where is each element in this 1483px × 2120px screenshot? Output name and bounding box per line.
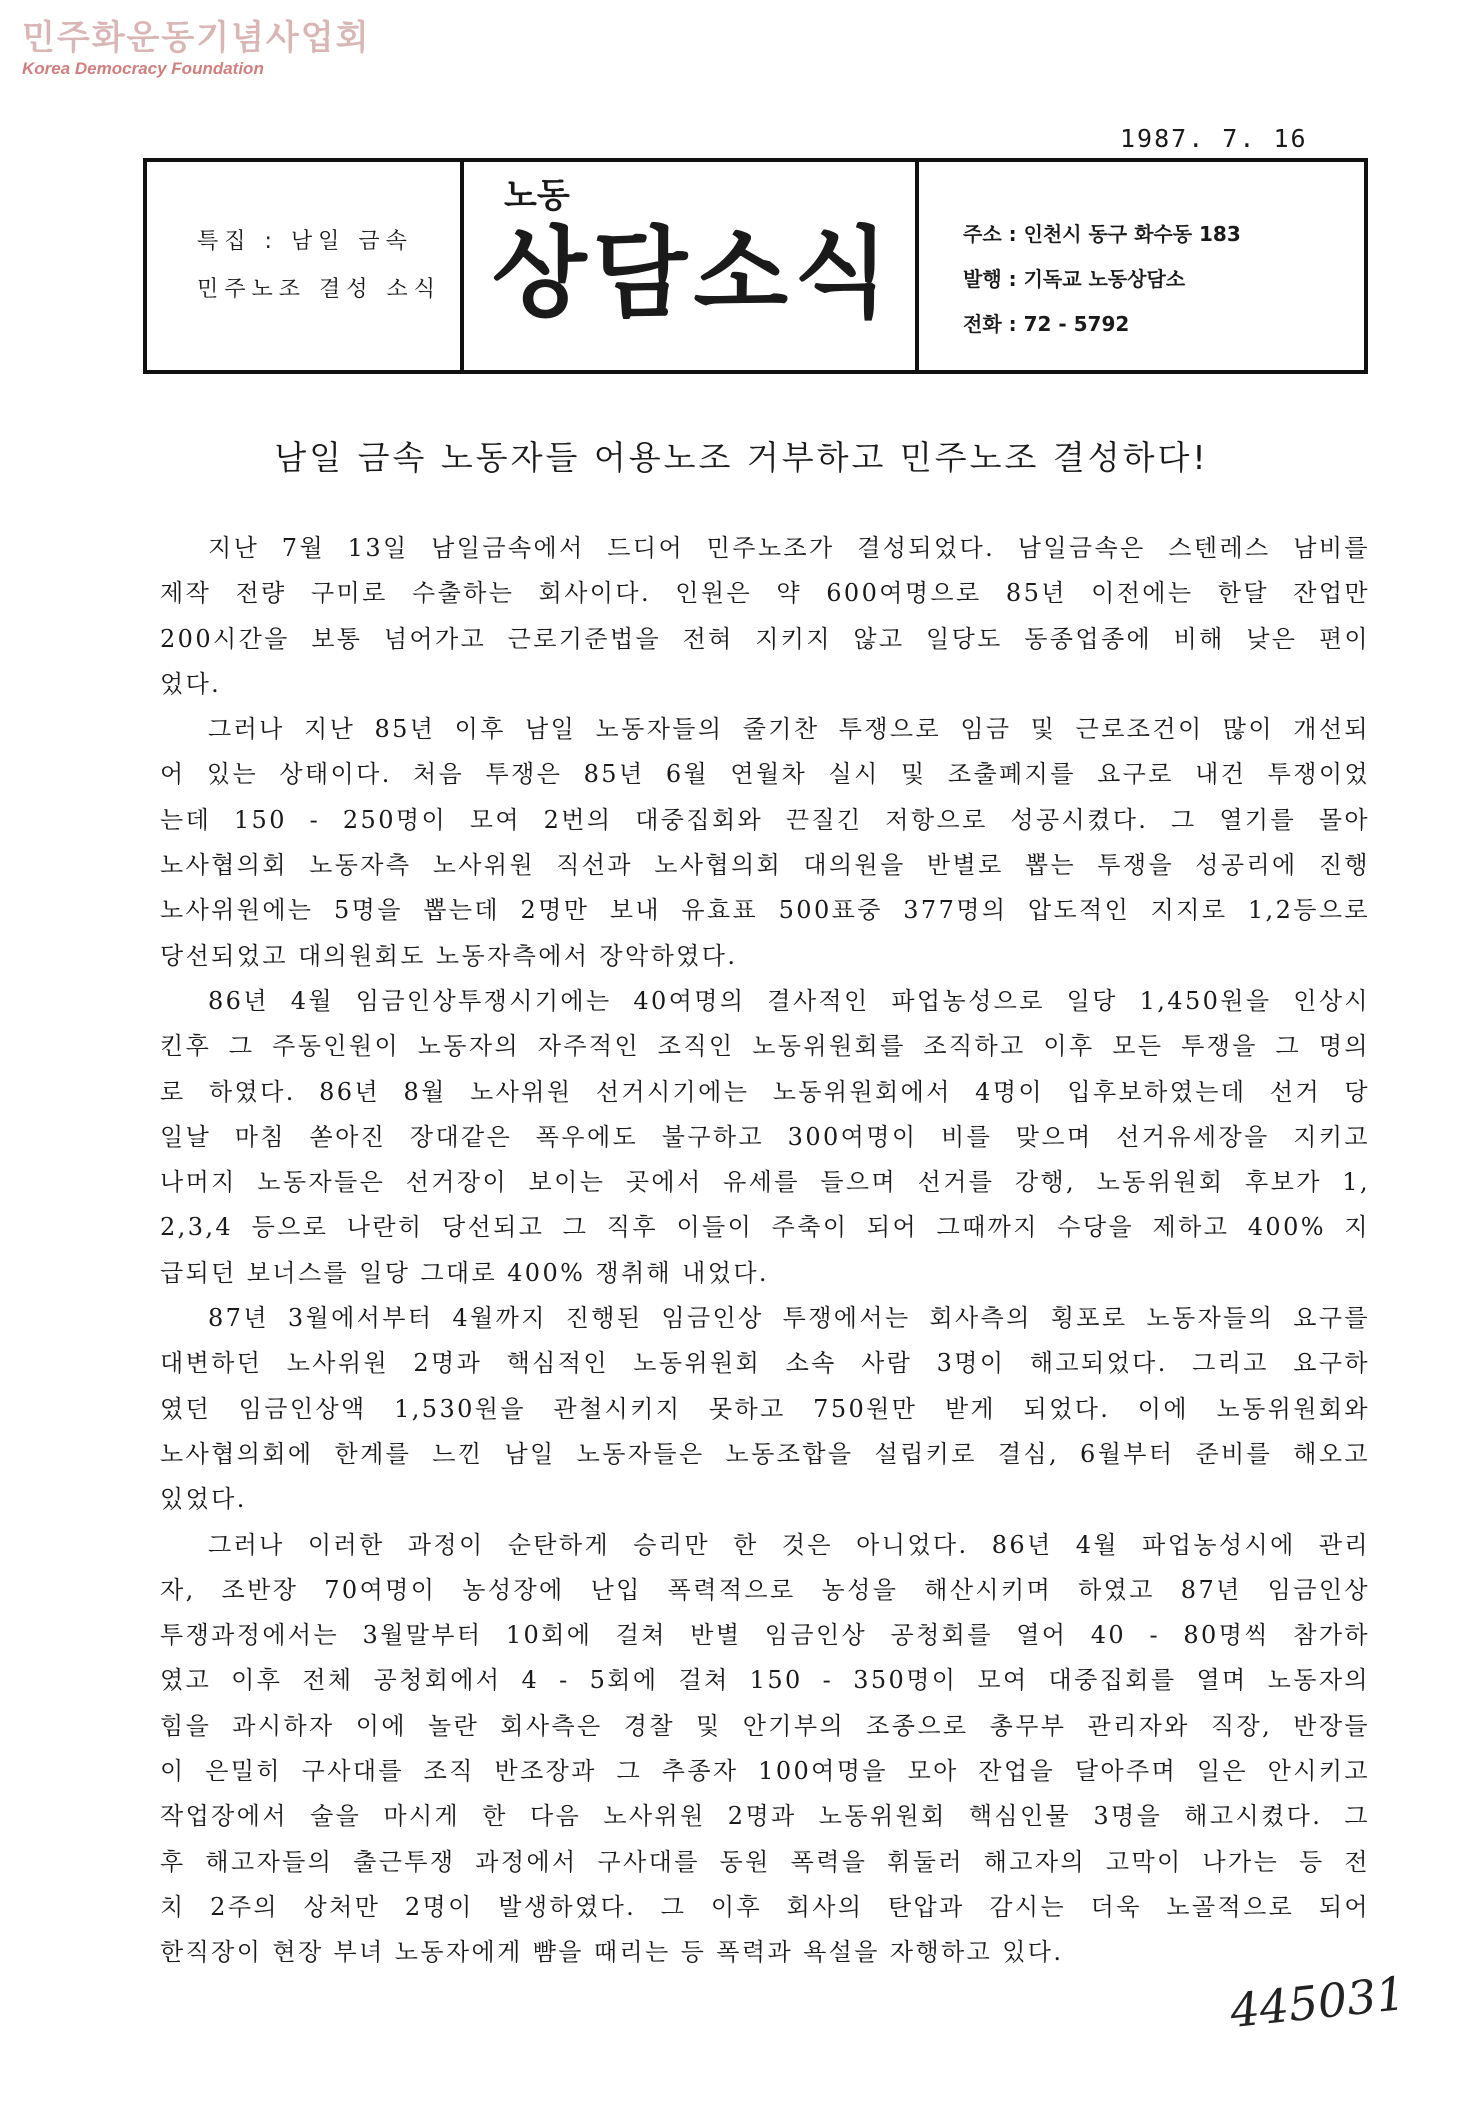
watermark-korean: 민주화운동기념사업회 xyxy=(22,18,371,58)
feature-label: 특집 : 남일 금속 xyxy=(197,229,413,254)
body-line: 어 있는 상태이다. 처음 투쟁은 85년 6월 연월차 실시 및 조출폐지를 요구로 내건 투쟁이었 xyxy=(160,760,1370,789)
body-line: 노사협의회 노동자측 노사위원 직선과 노사협의회 대의원을 반별로 뽑는 투쟁을 성공리에 진행 xyxy=(160,851,1370,880)
body-line: 힘을 과시하자 이에 놀란 회사측은 경찰 및 안기부의 조종으로 총무부 관리자와 직장, 반장들 xyxy=(160,1711,1370,1740)
body-line: 2,3,4 등으로 나란히 당선되고 그 직후 이들이 주축이 되어 그때까지 수당을 제하고 400% 지 xyxy=(160,1213,1370,1242)
article-body xyxy=(160,526,1370,1976)
publisher: 발행 : 기독교 노동상담소 xyxy=(963,267,1186,291)
body-line: 200시간을 보통 넘어가고 근로기준법을 전혀 지키지 않고 일당도 동종업종에 비해 낮은 편이 xyxy=(160,624,1370,653)
body-line: 제작 전량 구미로 수출하는 회사이다. 인원은 약 600여명으로 85년 이전에는 한달 잔업만 xyxy=(160,579,1370,608)
body-line: 자, 조반장 70여명이 농성장에 난입 폭력적으로 농성을 해산시키며 하였고 87년 임금인상 xyxy=(160,1575,1370,1604)
masthead-feature xyxy=(147,162,464,370)
body-line: 있었다. xyxy=(160,1485,247,1514)
body-line: 나머지 노동자들은 선거장이 보이는 곳에서 유세를 들으며 선거를 강행, 노동위원회 후보가 1, xyxy=(160,1168,1370,1197)
body-line: 그러나 이러한 과정이 순탄하게 승리만 한 것은 아니었다. 86년 4월 파업농성시에 관리 xyxy=(208,1530,1370,1559)
body-line: 작업장에서 술을 마시게 한 다음 노사위원 2명과 노동위원회 핵심인물 3명을 해고시켰다. 그 xyxy=(160,1802,1370,1831)
body-line: 킨후 그 주동인원이 노동자의 자주적인 조직인 노동위원회를 조직하고 이후 모든 투쟁을 그 명의 xyxy=(160,1032,1370,1061)
body-line: 87년 3월에서부터 4월까지 진행된 임금인상 투쟁에서는 회사측의 횡포로 노동자들의 요구를 xyxy=(208,1304,1370,1333)
body-line: 투쟁과정에서는 3월말부터 10회에 걸쳐 반별 임금인상 공청회를 열어 40 - 80명씩 참가하 xyxy=(160,1621,1370,1650)
body-line: 치 2주의 상처만 2명이 발생하였다. 그 이후 회사의 탄압과 감시는 더욱 노골적으로 되어 xyxy=(160,1892,1370,1921)
issue-date: 1987. 7. 16 xyxy=(1120,124,1308,153)
body-line: 지난 7월 13일 남일금속에서 드디어 민주노조가 결성되었다. 남일금속은 스텐레스 남비를 xyxy=(208,534,1370,562)
body-line: 당선되었고 대의원회도 노동자측에서 장악하였다. xyxy=(160,941,738,970)
masthead-info xyxy=(919,162,1364,370)
newsletter-small-title: 노동 xyxy=(504,176,570,216)
address: 주소 : 인천시 동구 화수동 183 xyxy=(963,222,1241,246)
body-line: 그러나 지난 85년 이후 남일 노동자들의 줄기찬 투쟁으로 임금 및 근로조건이 많이 개선되 xyxy=(208,715,1370,744)
body-line: 로 하였다. 86년 8월 노사위원 선거시기에는 노동위원회에서 4명이 입후보하였는데 선거 당 xyxy=(160,1077,1370,1106)
masthead-title xyxy=(464,162,919,370)
body-line: 일날 마침 쏟아진 장대같은 폭우에도 불구하고 300여명이 비를 맞으며 선거유세장을 지키고 xyxy=(160,1122,1370,1151)
body-line: 한직장이 현장 부녀 노동자에게 뺨을 때리는 등 폭력과 욕설을 자행하고 있다. xyxy=(160,1938,1064,1967)
body-line: 이 은밀히 구사대를 조직 반조장과 그 추종자 100여명을 모아 잔업을 달아주며 일은 안시키고 xyxy=(160,1757,1370,1786)
body-line: 86년 4월 임금인상투쟁시기에는 40여명의 결사적인 파업농성으로 일당 1,450원을 인상시 xyxy=(208,986,1370,1015)
newsletter-title: 상담소식 xyxy=(492,217,895,331)
masthead xyxy=(143,158,1368,374)
phone: 전화 : 72 - 5792 xyxy=(963,312,1130,336)
watermark xyxy=(22,18,370,80)
body-line: 었다. xyxy=(160,669,222,698)
headline: 남일 금속 노동자들 어용노조 거부하고 민주노조 결성하다! xyxy=(274,438,1209,477)
body-line: 후 해고자들의 출근투쟁 과정에서 구사대를 동원 폭력을 휘둘러 해고자의 고막이 나가는 등 전 xyxy=(160,1847,1370,1876)
body-line: 는데 150 - 250명이 모여 2번의 대중집회와 끈질긴 저항으로 성공시켰다. 그 열기를 몰아 xyxy=(160,805,1370,834)
handwritten-reference-number: 445031 xyxy=(1227,1965,1408,2039)
body-line: 노사위원에는 5명을 뽑는데 2명만 보내 유효표 500표중 377명의 압도적인 지지로 1,2등으로 xyxy=(160,896,1370,925)
body-line: 급되던 보너스를 일당 그대로 400% 쟁취해 내었다. xyxy=(160,1258,769,1287)
feature-subtitle: 민주노조 결성 소식 xyxy=(197,277,442,302)
body-line: 였던 임금인상액 1,530원을 관철시키지 못하고 750원만 받게 되었다. 이에 노동위원회와 xyxy=(160,1394,1370,1423)
watermark-english: Korea Democracy Foundation xyxy=(22,59,264,78)
body-line: 였고 이후 전체 공청회에서 4 - 5회에 걸쳐 150 - 350명이 모여 대중집회를 열며 노동자의 xyxy=(160,1666,1370,1695)
body-line: 대변하던 노사위원 2명과 핵심적인 노동위원회 소속 사람 3명이 해고되었다. 그리고 요구하 xyxy=(160,1349,1370,1378)
body-line: 노사협의회에 한계를 느낀 남일 노동자들은 노동조합을 설립키로 결심, 6월부터 준비를 해오고 xyxy=(160,1439,1370,1468)
